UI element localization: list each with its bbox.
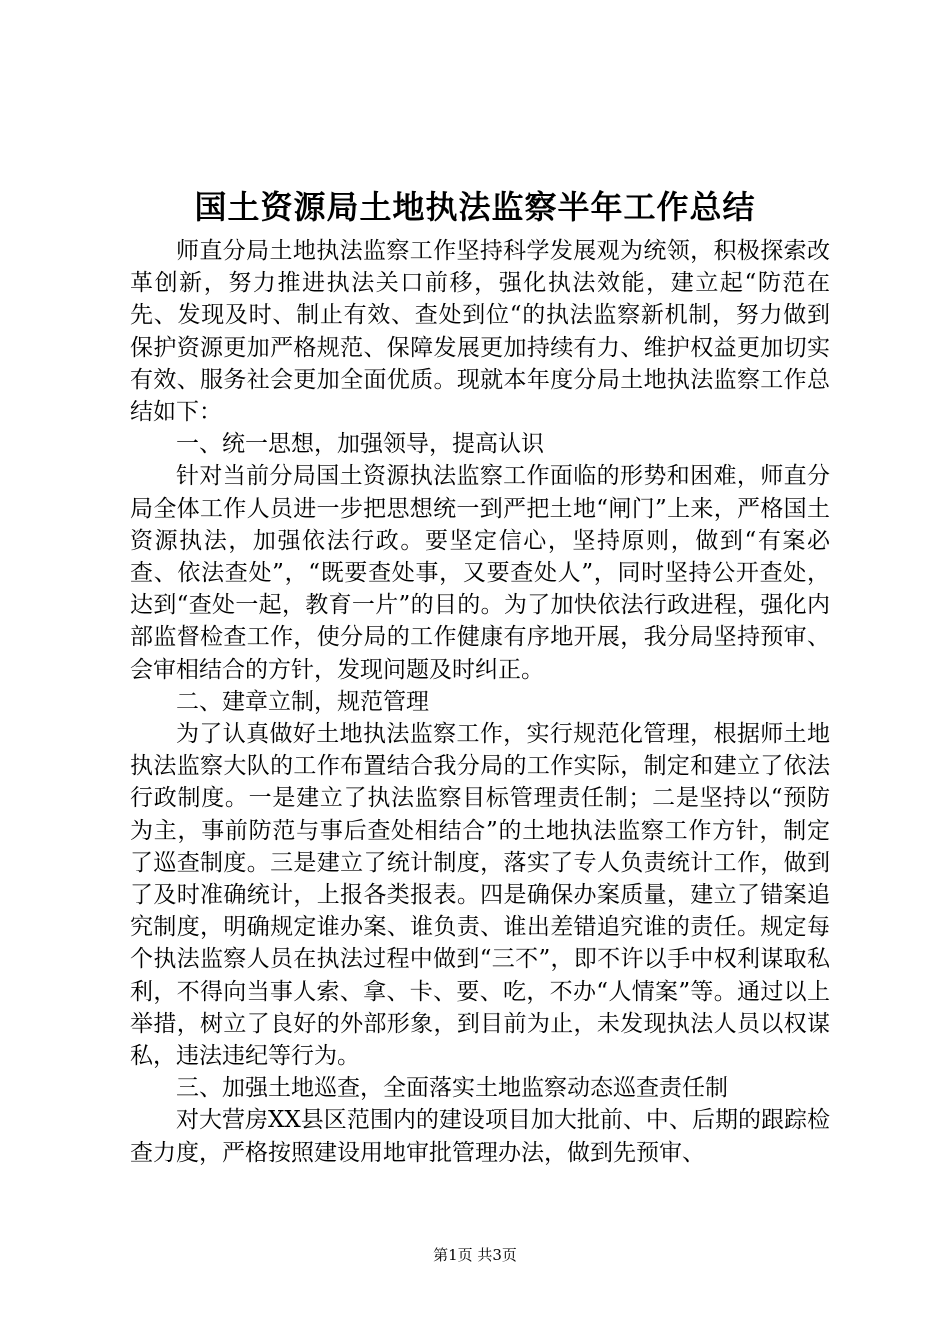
- section-2-body: 为了认真做好土地执法监察工作，实行规范化管理，根据师土地执法监察大队的工作布置结合我分局的工作实际，制定和建立了依法行政制度。一是建立了执法监察目标管理责任制；二是坚持以“预防为主，事前防范与事后查处相结合”的土地执法监察工作方针，制定了巡查制度。三是建立了统计制度，落实了专人负责统计工作，做到了及时准确统计，上报各类报表。四是确保办案质量，建立了错案追究制度，明确规定谁办案、谁负责、谁出差错追究谁的责任。规定每个执法监察人员在执法过程中做到“三不”，即不许以手中权利谋取私利，不得向当事人索、拿、卡、要、吃，不办“人情案”等。通过以上举措，树立了良好的外部形象，到目前为止，未发现执法人员以权谋私，违法违纪等行为。: [130, 721, 830, 1070]
- page-indicator: 第1页 共3页: [433, 1246, 517, 1264]
- section-3-heading: 三、加强土地巡查，全面落实土地监察动态巡查责任制: [176, 1075, 728, 1102]
- page-title: 国土资源局土地执法监察半年工作总结: [194, 188, 756, 226]
- intro-paragraph: 师直分局土地执法监察工作坚持科学发展观为统领，积极探索改革创新，努力推进执法关口前移，强化执法效能，建立起“防范在先、发现及时、制止有效、查处到位“的执法监察新机制，努力做到保护资源更加严格规范、保障发展更加持续有力、维护权益更加切实有效、服务社会更加全面优质。现就本年度分局土地执法监察工作总结如下：: [130, 238, 830, 426]
- section-1-heading: 一、统一思想，加强领导，提高认识: [176, 431, 544, 458]
- section-1-body: 针对当前分局国土资源执法监察工作面临的形势和困难，师直分局全体工作人员进一步把思想统一到严把土地“闸门”上来，严格国土资源执法，加强依法行政。要坚定信心，坚持原则，做到“有案必查、依法查处”，“既要查处事，又要查处人”，同时坚持公开查处，达到“查处一起，教育一片”的目的。为了加快依法行政进程，强化内部监督检查工作，使分局的工作健康有序地开展，我分局坚持预审、会审相结合的方针，发现问题及时纠正。: [130, 463, 830, 683]
- section-2-heading: 二、建章立制，规范管理: [176, 688, 429, 715]
- page-footer: [0, 1245, 950, 1265]
- document-body: [130, 235, 830, 1169]
- section-3-body: 对大营房XX县区范围内的建设项目加大批前、中、后期的跟踪检查力度，严格按照建设用地审批管理办法，做到先预审、: [130, 1107, 830, 1166]
